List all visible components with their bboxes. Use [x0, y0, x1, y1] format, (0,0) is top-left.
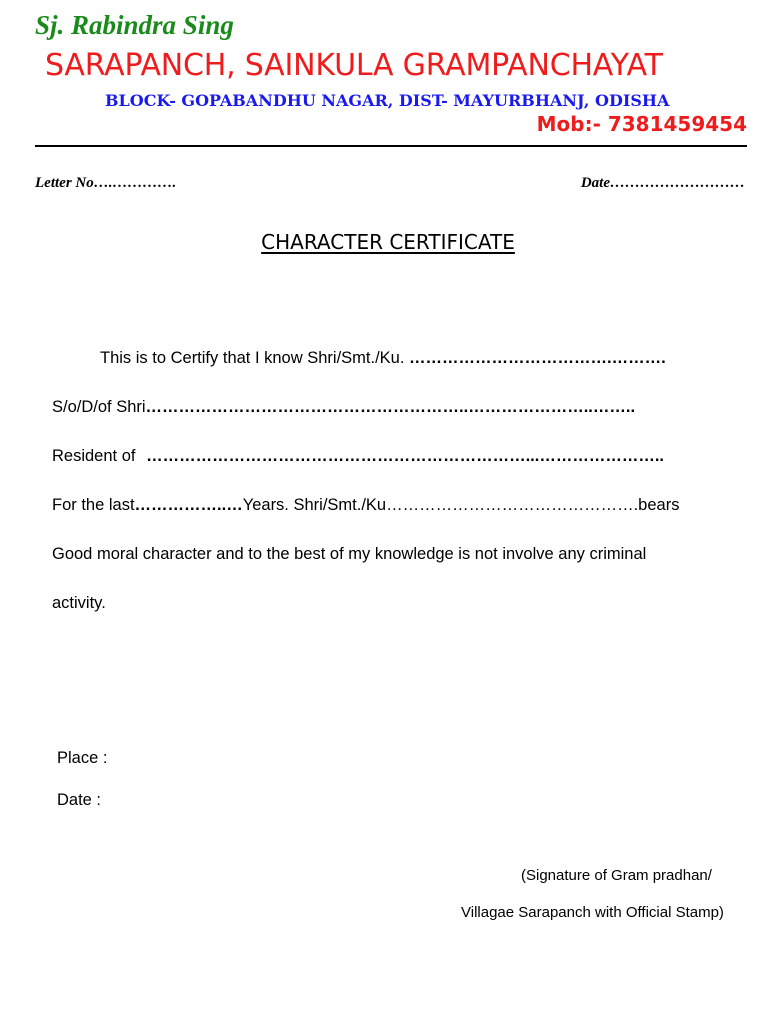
body-line-1: [52, 347, 719, 369]
body-line-4-text-a: For the last: [52, 496, 135, 514]
body-line-4-blank-years: ……………..…: [134, 496, 243, 514]
date-field: Date………………………: [580, 175, 745, 191]
body-line-3-blank: ……………………………………………………………...…………………..: [146, 447, 664, 465]
body-line-1-text: This is to Certify that I know Shri/Smt./Ku.: [100, 349, 405, 367]
body-line-4-text-b: Years. Shri/Smt./Ku: [242, 496, 387, 514]
body-line-5: Good moral character and to the best of my knowledge is not involve any criminal: [52, 545, 647, 563]
body-line-2-text: S/o/D/of Shri: [52, 398, 146, 416]
body-line-2-blank: …………………………………………………..…………………..……..: [145, 398, 636, 416]
letter-number-field: Letter No….………….: [35, 175, 177, 191]
body-line-6: activity.: [52, 594, 106, 612]
body-line-3: [52, 445, 719, 467]
date-label: Date :: [57, 791, 102, 809]
body-line-1-blank: ……………………………….……….: [409, 349, 666, 367]
signature-caption-line-1: (Signature of Gram pradhan/: [521, 867, 712, 884]
header-divider: [35, 145, 747, 147]
place-label: Place :: [57, 749, 108, 767]
body-line-4-text-c: ……………………………………….bears: [386, 496, 680, 514]
body-line-4: [52, 494, 719, 516]
body-line-2: [52, 396, 719, 418]
mobile-number: Mob:- 7381459454: [536, 112, 747, 136]
issuer-name: Sj. Rabindra Sing: [35, 10, 234, 40]
certificate-title: CHARACTER CERTIFICATE: [261, 230, 515, 254]
body-line-3-text: Resident of: [52, 447, 136, 465]
organization-title: SARAPANCH, SAINKULA GRAMPANCHAYAT: [45, 48, 663, 83]
address-line: BLOCK- GOPABANDHU NAGAR, DIST- MAYURBHANJ, ODISHA: [105, 91, 670, 110]
signature-caption-line-2: Villagae Sarapanch with Official Stamp): [461, 904, 724, 921]
